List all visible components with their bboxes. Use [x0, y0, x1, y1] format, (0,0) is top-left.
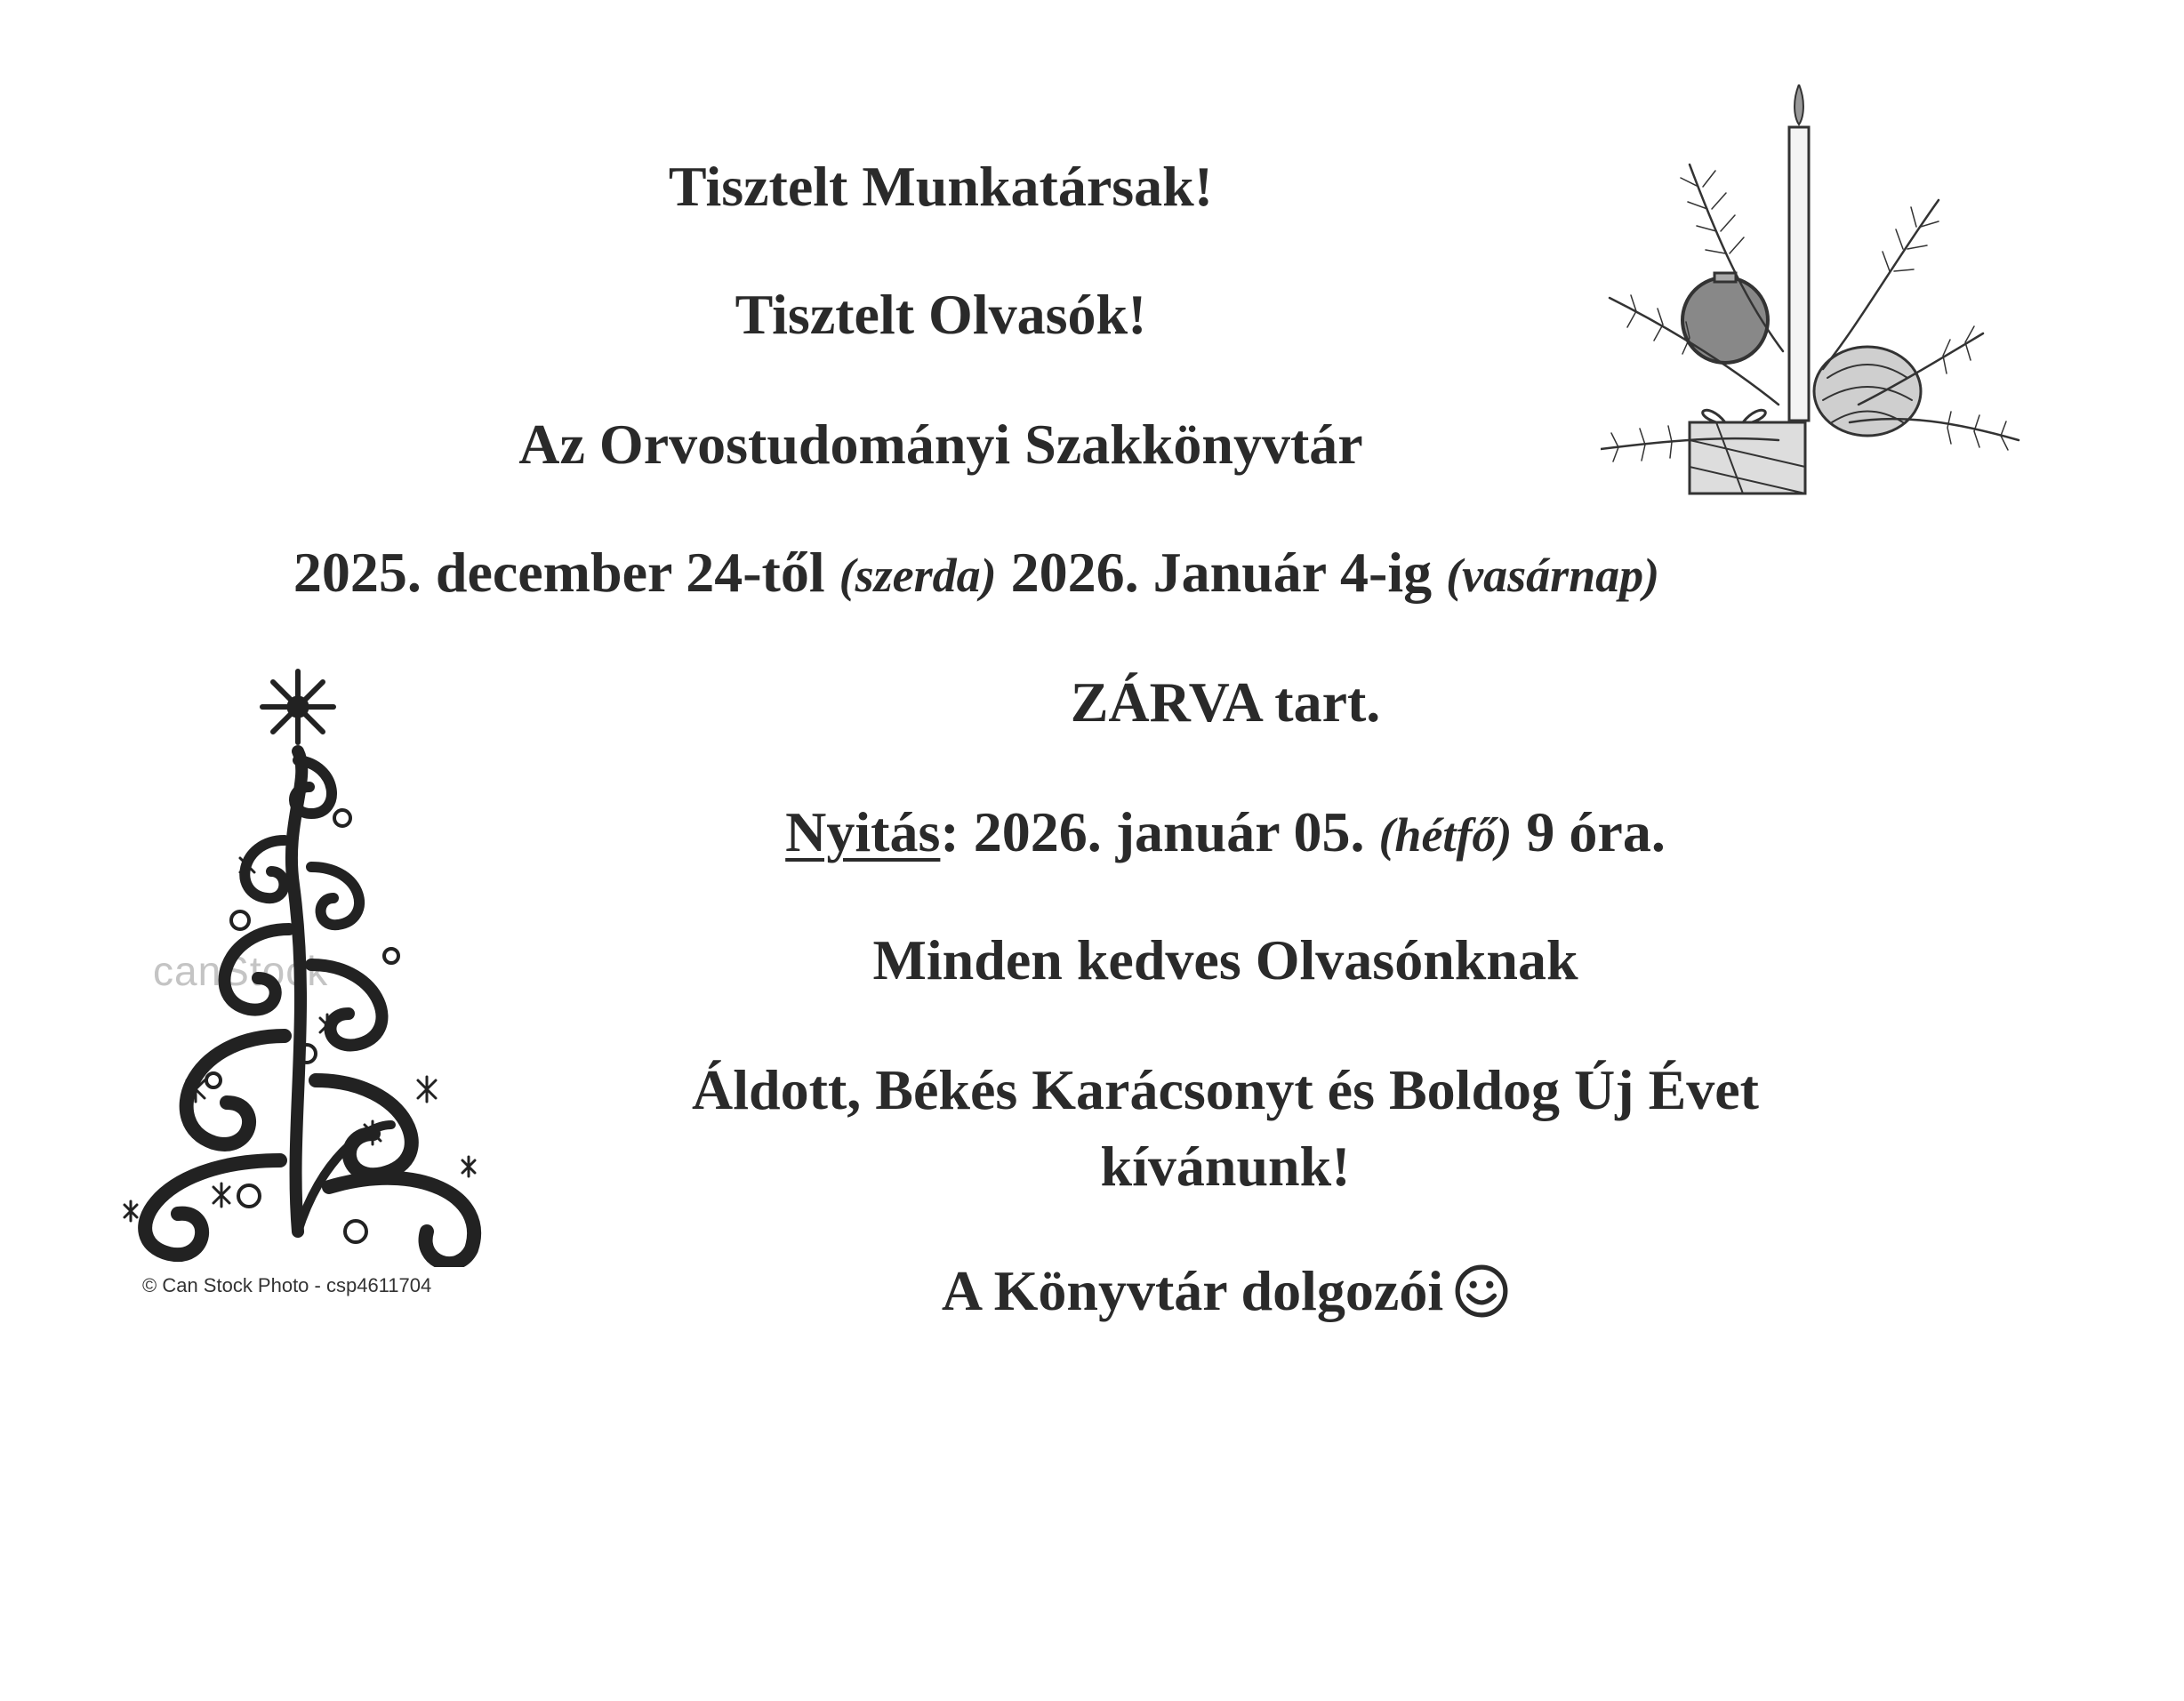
candle-flame-icon	[1795, 84, 1803, 124]
closure-to-date: 2026. Január 4-ig	[1010, 541, 1433, 604]
opening-day: (hétfő)	[1378, 808, 1513, 862]
closure-period	[0, 541, 2068, 604]
wish-line-1: Minden kedves Olvasónknak	[872, 928, 1578, 991]
signature	[133, 1259, 2184, 1322]
christmas-tree-illustration	[98, 662, 507, 1267]
image-credit: © Can Stock Photo - csp4611704	[142, 1274, 432, 1296]
wish-line-2: Áldott, Békés Karácsonyt és Boldog Új Évet	[692, 1058, 1759, 1121]
candle-icon	[1789, 127, 1809, 421]
opening-date: : 2026. január 05.	[940, 800, 1365, 863]
opening-time: 9 óra.	[1526, 800, 1666, 863]
opening-label: Nyitás	[785, 800, 941, 863]
closed-notice: ZÁRVA tart.	[1070, 670, 1381, 734]
wish-line-3: kívánunk!	[1100, 1135, 1351, 1198]
closure-from-day: (szerda)	[839, 549, 997, 602]
stock-watermark: canStock	[153, 948, 329, 994]
closure-to-day: (vasárnap)	[1446, 549, 1660, 602]
gift-box-icon	[1690, 422, 1805, 493]
signature-text: A Könyvtár dolgozói	[941, 1259, 1444, 1322]
ornament-ball-icon	[1682, 277, 1768, 363]
library-name: Az Orvostudományi Szakkönyvtár	[518, 413, 1363, 476]
closure-from-date: 2025. december 24-től	[293, 541, 825, 604]
greeting-readers: Tisztelt Olvasók!	[735, 283, 1147, 346]
smiley-icon	[1454, 1264, 1509, 1319]
candle-pine-illustration	[1601, 84, 2023, 520]
greeting-colleagues: Tisztelt Munkatársak!	[668, 155, 1214, 218]
